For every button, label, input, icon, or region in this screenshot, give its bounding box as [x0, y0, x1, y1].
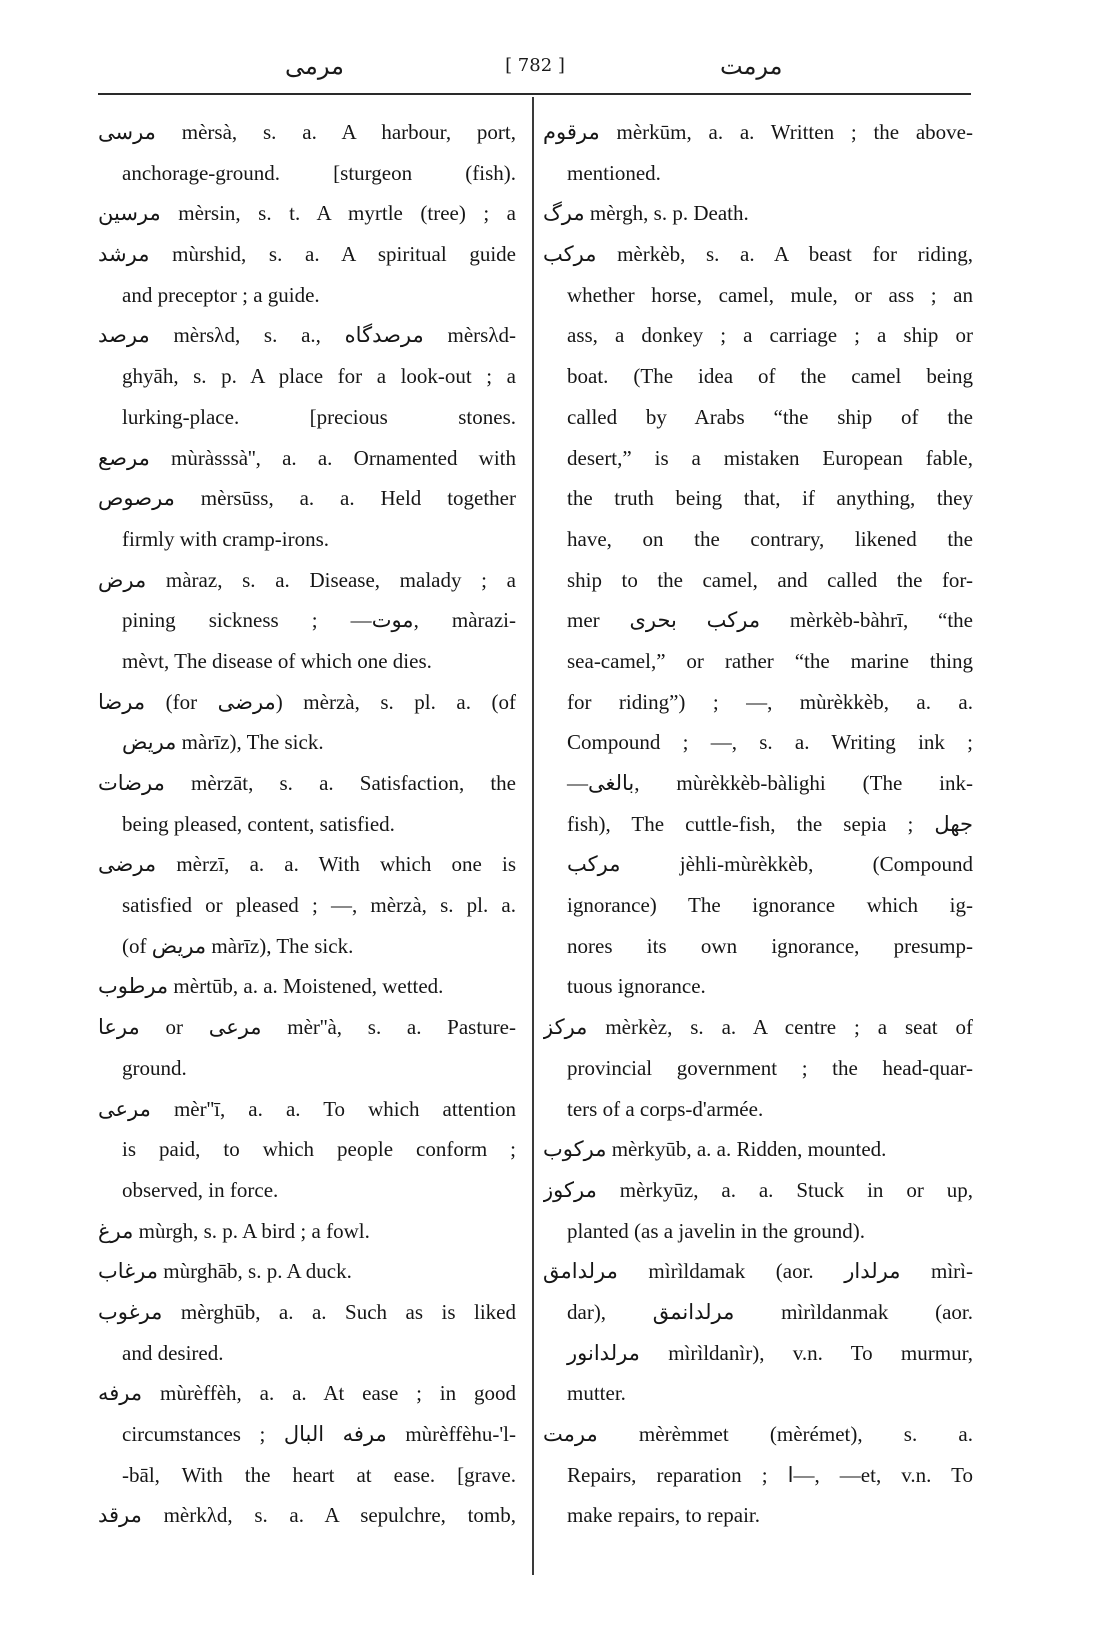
- left-column-line: observed, in force.: [122, 1177, 279, 1202]
- right-column: [543, 112, 973, 1536]
- running-head-left: مرمى: [285, 52, 344, 80]
- header-rule: [98, 93, 971, 95]
- right-column-line: ignorance) The ignorance which ig-: [567, 893, 973, 918]
- left-column-line: مرصوص mèrsūss, a. a. Held together: [98, 486, 516, 511]
- right-column-line: مركب mèrkèb, s. a. A beast for riding,: [543, 242, 973, 267]
- left-column-line: مرضى mèrzī, a. a. With which one is: [98, 852, 516, 877]
- right-column-line: for riding”) ; —, mùrèkkèb, a. a.: [567, 689, 973, 714]
- right-column-line: nores its own ignorance, presump-: [567, 933, 973, 958]
- right-column-line: مرگ mèrgh, s. p. Death.: [543, 201, 749, 226]
- left-column-line: being pleased, content, satisfied.: [122, 811, 395, 836]
- left-column-line: is paid, to which people conform ;: [122, 1137, 516, 1162]
- left-column-line: مرغاب mùrghāb, s. p. A duck.: [98, 1259, 352, 1284]
- right-column-line: مرقوم mèrkūm, a. a. Written ; the above-: [543, 120, 973, 144]
- right-column-line: مركوز mèrkyūz, a. a. Stuck in or up,: [543, 1177, 973, 1202]
- column-divider: [532, 97, 534, 1575]
- right-column-line: desert,” is a mistaken European fable,: [567, 445, 973, 470]
- right-column-line: مرلدامق mìrìldamak (aor. مرلدار mìrì-: [543, 1259, 973, 1284]
- running-head-right: مرمت: [720, 52, 783, 80]
- right-column-line: mentioned.: [567, 160, 661, 185]
- right-column-line: provincial government ; the head-quar-: [567, 1055, 973, 1080]
- left-column: [98, 112, 516, 1536]
- right-column-line: —بالغى, mùrèkkèb-bàlighi (The ink-: [567, 771, 973, 795]
- right-column-line: sea-camel,” or rather “the marine thing: [567, 648, 973, 673]
- left-column-line: circumstances ; مرفه البال mùrèffèhu-'l-: [122, 1422, 516, 1446]
- left-column-line: مرغوب mèrghūb, a. a. Such as is liked: [98, 1299, 516, 1324]
- left-column-line: lurking-place. [precious stones.: [122, 404, 516, 429]
- right-column-line: مرلدانور mìrìldanìr), v.n. To murmur,: [567, 1340, 973, 1365]
- right-column-line: called by Arabs “the ship of the: [567, 404, 973, 429]
- right-column-line: مركب jèhli-mùrèkkèb, (Compound: [567, 852, 973, 877]
- left-column-line: مرصد mèrsλd, s. a., مرصدگاه mèrsλd-: [98, 323, 516, 348]
- left-column-line: anchorage-ground. [sturgeon (fish).: [122, 160, 516, 185]
- right-column-line: boat. (The idea of the camel being: [567, 364, 973, 389]
- right-column-line: مرمت mèrèmmet (mèrémet), s. a.: [543, 1422, 973, 1446]
- left-column-line: firmly with cramp-irons.: [122, 526, 330, 551]
- right-column-line: dar), مرلدانمق mìrìldanmak (aor.: [567, 1299, 973, 1324]
- right-column-line: planted (as a javelin in the ground).: [567, 1218, 865, 1243]
- right-column-line: make repairs, to repair.: [567, 1503, 760, 1528]
- right-column-line: مركوب mèrkyūb, a. a. Ridden, mounted.: [543, 1137, 887, 1162]
- left-column-line: مريض màrīz), The sick.: [122, 730, 324, 755]
- left-column-line: مرضا (for مرضى) mèrzà, s. pl. a. (of: [98, 689, 516, 714]
- left-column-line: ghyāh, s. p. A place for a look-out ; a: [122, 364, 516, 389]
- left-column-line: -bāl, With the heart at ease. [grave.: [122, 1462, 516, 1487]
- right-column-line: مركز mèrkèz, s. a. A centre ; a seat of: [543, 1015, 973, 1040]
- left-column-line: مرشد mùrshid, s. a. A spiritual guide: [98, 242, 516, 267]
- left-column-line: مرض màraz, s. a. Disease, malady ; a: [98, 567, 516, 592]
- left-column-line: and desired.: [122, 1340, 224, 1365]
- left-column-line: and preceptor ; a guide.: [122, 282, 320, 307]
- right-column-line: whether horse, camel, mule, or ass ; an: [567, 282, 973, 307]
- page-number: [ 782 ]: [505, 55, 565, 76]
- right-column-line: fish), The cuttle-fish, the sepia ; جهل: [567, 811, 973, 836]
- left-column-line: مرعا or مرعى mèr''à, s. a. Pasture-: [98, 1015, 516, 1040]
- left-column-line: mèvt, The disease of which one dies.: [122, 648, 432, 673]
- right-column-line: Repairs, reparation ; ا—, —et, v.n. To: [567, 1462, 973, 1487]
- right-column-line: tuous ignorance.: [567, 974, 706, 999]
- left-column-line: pining sickness ; —موت, màrazi-: [122, 608, 516, 633]
- left-column-line: مرصع mùràsssà'', a. a. Ornamented with: [98, 445, 516, 470]
- left-column-line: مرفه mùrèffèh, a. a. At ease ; in good: [98, 1381, 516, 1406]
- left-column-line: مرعى mèr''ī, a. a. To which attention: [98, 1096, 516, 1121]
- left-column-line: satisfied or pleased ; —, mèrzà, s. pl. a.: [122, 893, 516, 918]
- right-column-line: ass, a donkey ; a carriage ; a ship or: [567, 323, 973, 348]
- left-column-line: مرقد mèrkλd, s. a. A sepulchre, tomb,: [98, 1503, 516, 1528]
- left-column-line: (of مريض màrīz), The sick.: [122, 933, 354, 958]
- right-column-line: mer مركب بحرى mèrkèb-bàhrī, “the: [567, 608, 973, 633]
- left-column-line: ground.: [122, 1055, 187, 1080]
- right-column-line: the truth being that, if anything, they: [567, 486, 973, 511]
- left-column-line: مرضات mèrzāt, s. a. Satisfaction, the: [98, 771, 516, 795]
- left-column-line: مرغ mùrgh, s. p. A bird ; a fowl.: [98, 1218, 370, 1243]
- left-column-line: مرسين mèrsin, s. t. A myrtle (tree) ; a: [98, 201, 516, 226]
- right-column-line: have, on the contrary, likened the: [567, 526, 973, 551]
- right-column-line: mutter.: [567, 1381, 626, 1406]
- right-column-line: Compound ; —, s. a. Writing ink ;: [567, 730, 973, 755]
- right-column-line: ship to the camel, and called the for-: [567, 567, 973, 592]
- left-column-line: مرسى mèrsà, s. a. A harbour, port,: [98, 120, 516, 144]
- right-column-line: ters of a corps-d'armée.: [567, 1096, 764, 1121]
- left-column-line: مرطوب mèrtūb, a. a. Moistened, wetted.: [98, 974, 444, 999]
